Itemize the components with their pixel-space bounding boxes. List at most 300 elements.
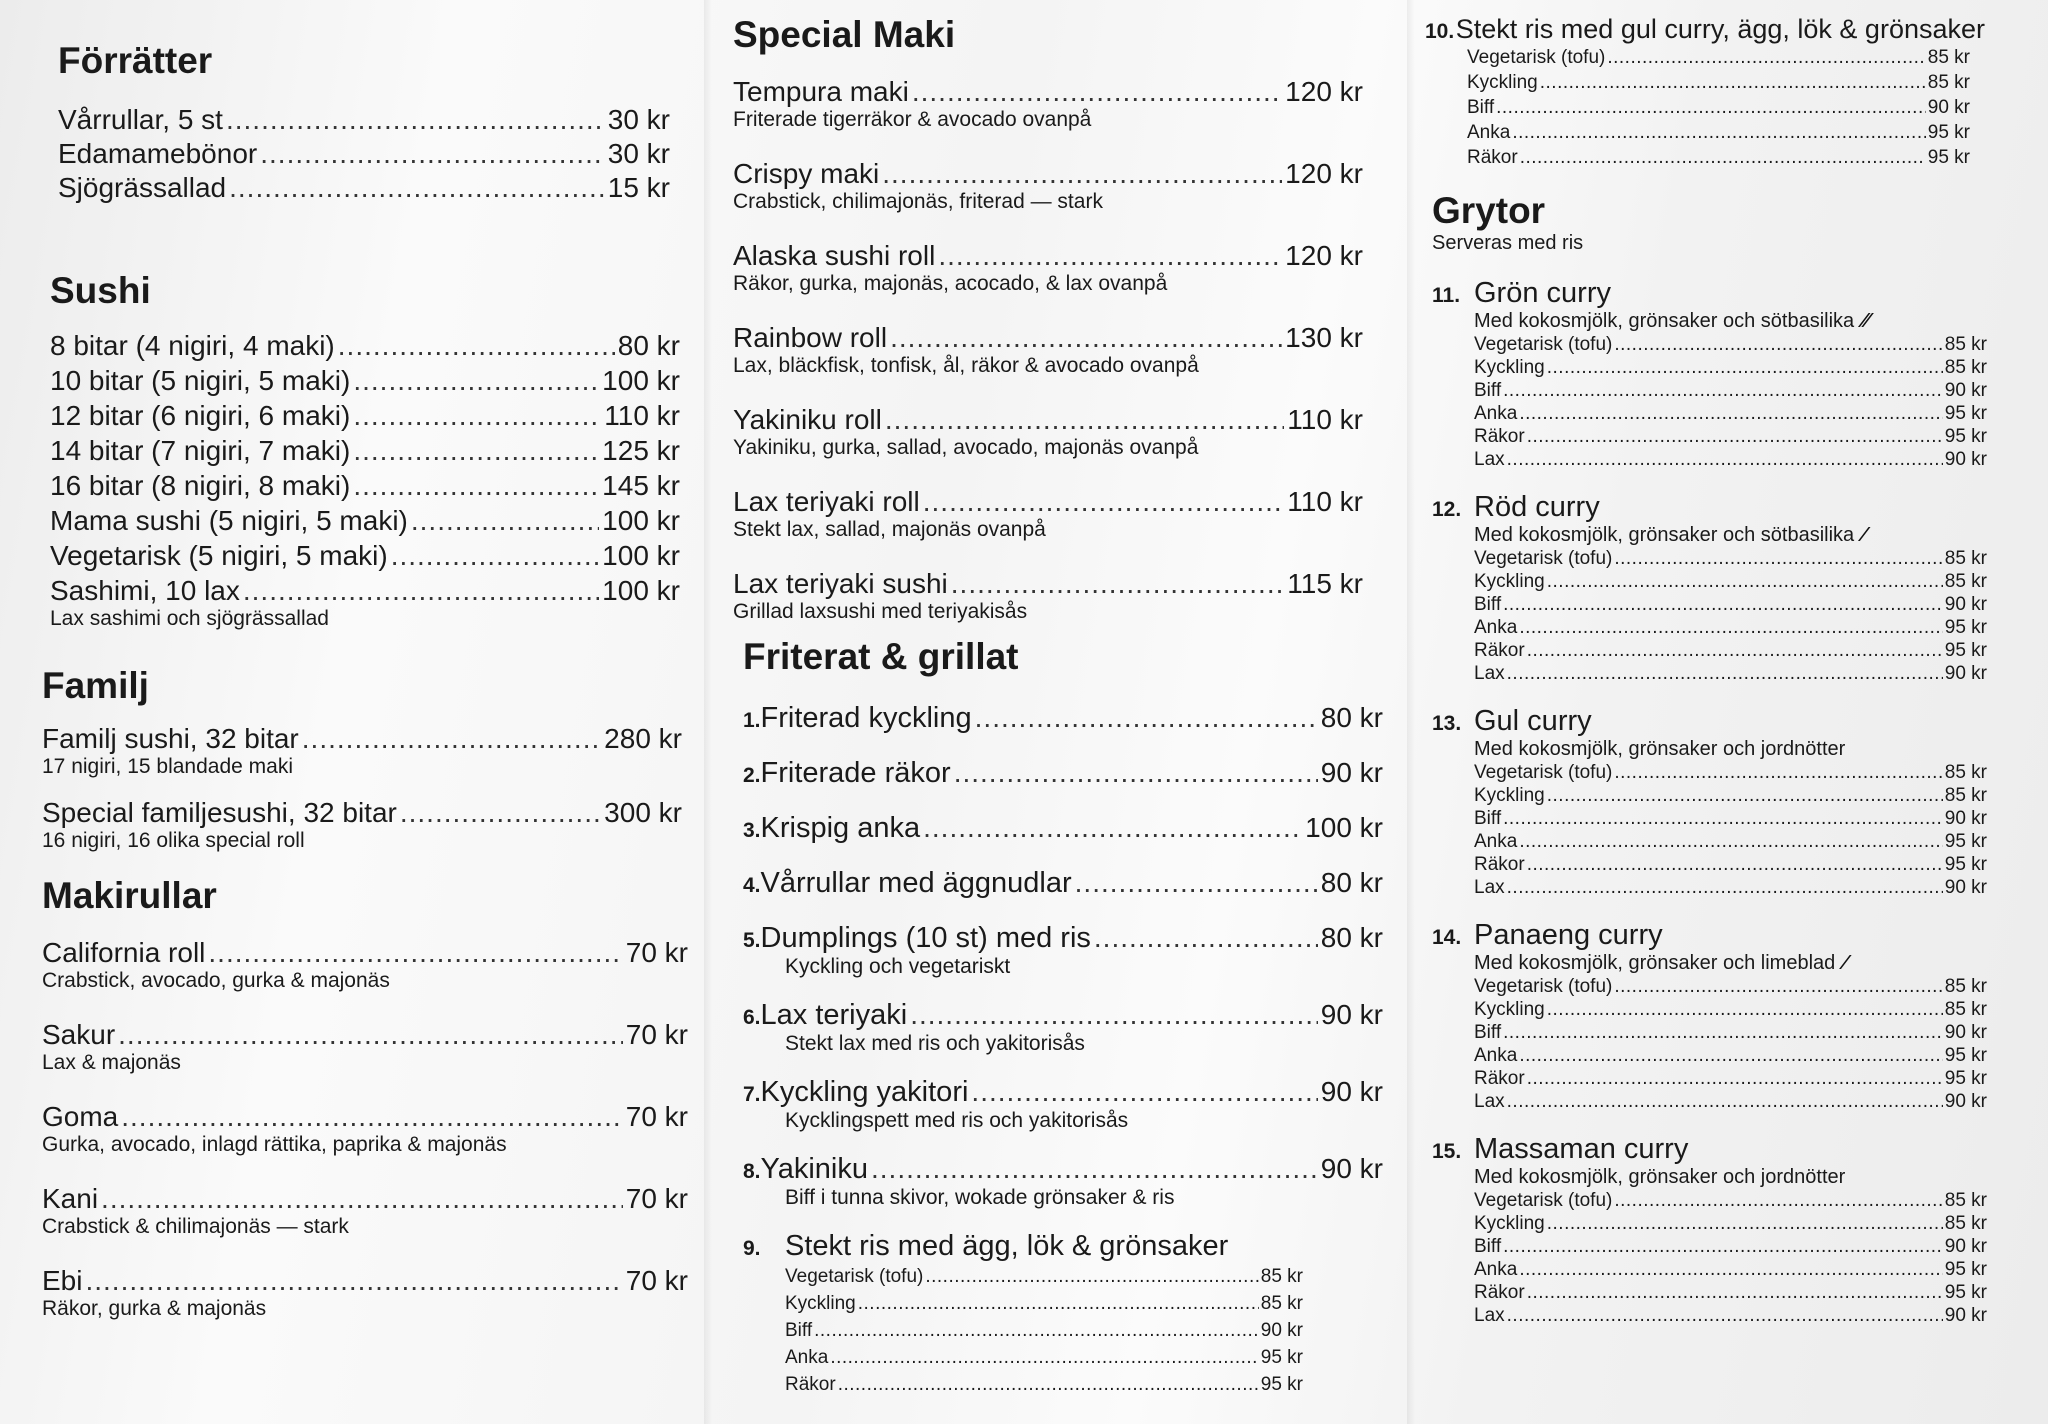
item-description: Friterade tigerräkor & avocado ovanpå <box>733 108 1092 131</box>
dot-leader <box>1512 120 1925 145</box>
item-price: 70 kr <box>625 1265 688 1296</box>
option-price: 85 kr <box>1944 548 1987 569</box>
dot-leader <box>1507 448 1943 471</box>
option-price: 85 kr <box>1260 1293 1303 1314</box>
dot-leader <box>1547 784 1943 807</box>
dot-leader <box>858 1290 1259 1317</box>
dot-leader <box>1614 1189 1942 1212</box>
dot-leader <box>1519 616 1942 639</box>
menu-item-row <box>50 575 680 607</box>
dot-leader <box>1527 425 1943 448</box>
item-name: California roll <box>42 937 206 968</box>
menu-item-9 <box>743 1230 1383 1398</box>
menu-item-row <box>733 240 1363 272</box>
item-number: 15. <box>1432 1140 1462 1163</box>
item-name: Stekt ris med ägg, lök & grönsaker <box>785 1230 1229 1262</box>
option-name: Räkor <box>1474 854 1525 875</box>
dot-leader <box>353 365 599 397</box>
item-description: Crabstick, chilimajonäs, friterad — stark <box>733 190 1103 213</box>
option-list <box>1432 761 1987 899</box>
item-description: Crabstick & chilimajonäs — stark <box>42 1215 349 1238</box>
item-price: 30 kr <box>607 104 670 135</box>
item-name: Friterade räkor <box>760 757 951 789</box>
menu-item-row <box>743 922 1383 955</box>
menu-item <box>50 575 680 631</box>
item-number: 10. <box>1425 20 1455 43</box>
item-name: Gul curry <box>1474 705 1592 737</box>
dot-leader <box>229 172 605 204</box>
option-price: 85 kr <box>1944 1213 1987 1234</box>
menu-item <box>42 1019 688 1075</box>
item-price: 120 kr <box>1285 76 1363 107</box>
item-description-text: Med kokosmjölk, grönsaker och sötbasilika <box>1474 524 1855 546</box>
option-name: Kyckling <box>1474 571 1545 592</box>
option-name: Lax <box>1474 1305 1505 1326</box>
dot-leader <box>1503 593 1943 616</box>
item-number: 6. <box>743 1006 761 1029</box>
option-name: Kyckling <box>1474 785 1545 806</box>
item-name: Vårrullar med äggnudlar <box>760 867 1072 899</box>
menu-item-10 <box>1425 14 1985 170</box>
section-title: Special Maki <box>733 14 956 55</box>
dot-leader <box>1527 1067 1943 1090</box>
menu-item <box>50 435 680 467</box>
dot-leader <box>882 158 1282 190</box>
option-price: 90 kr <box>1927 97 1970 118</box>
section-title: Förrätter <box>58 40 213 81</box>
dot-leader <box>1503 379 1943 402</box>
item-description: Räkor, gurka & majonäs <box>42 1297 267 1320</box>
item-price: 120 kr <box>1285 158 1363 189</box>
dot-leader <box>1075 867 1318 899</box>
option-name: Biff <box>1467 97 1495 118</box>
item-name: Vårrullar, 5 st <box>58 104 223 135</box>
dot-leader <box>226 104 605 136</box>
option-row <box>1432 379 1987 402</box>
option-row <box>1432 876 1987 899</box>
menu-item-row <box>42 1183 688 1215</box>
item-price: 100 kr <box>602 575 680 606</box>
section-grytor <box>1432 190 2012 1347</box>
option-row <box>743 1317 1303 1344</box>
item-price: 70 kr <box>625 1183 688 1214</box>
dot-leader <box>260 138 605 170</box>
dot-leader <box>923 812 1302 844</box>
menu-item <box>42 723 682 779</box>
option-name: Räkor <box>1474 1282 1525 1303</box>
dot-leader <box>814 1317 1259 1344</box>
dot-leader <box>1614 761 1942 784</box>
item-price: 80 kr <box>1320 867 1383 898</box>
menu-item <box>50 540 680 572</box>
option-row <box>1432 975 1987 998</box>
item-price: 90 kr <box>1320 1076 1383 1107</box>
option-list <box>743 1263 1303 1398</box>
item-name: Special familjesushi, 32 bitar <box>42 797 397 828</box>
dot-leader <box>1527 1281 1943 1304</box>
menu-item-row <box>58 172 670 204</box>
item-number: 12. <box>1432 498 1462 521</box>
dot-leader <box>1547 1212 1943 1235</box>
curry-item <box>1432 277 2012 471</box>
item-description-text: Med kokosmjölk, grönsaker och sötbasilika <box>1474 310 1855 332</box>
item-name: Dumplings (10 st) med ris <box>760 922 1091 954</box>
menu-item <box>743 867 1383 900</box>
item-price: 110 kr <box>1287 486 1363 517</box>
dot-leader <box>1547 998 1943 1021</box>
option-price: 95 kr <box>1927 122 1970 143</box>
menu-item-row <box>42 1265 688 1297</box>
option-name: Vegetarisk (tofu) <box>1467 47 1606 68</box>
option-row <box>1432 761 1987 784</box>
dot-leader <box>1614 333 1942 356</box>
option-row <box>1432 1258 1987 1281</box>
dot-leader <box>975 702 1318 734</box>
menu-item-row <box>743 812 1383 845</box>
menu-item <box>58 104 670 136</box>
menu-item <box>743 999 1383 1056</box>
menu-item <box>733 404 1363 460</box>
option-name: Biff <box>1474 808 1502 829</box>
option-row <box>743 1344 1303 1371</box>
option-price: 90 kr <box>1944 594 1987 615</box>
menu-item-row <box>733 76 1363 108</box>
option-name: Kyckling <box>1474 357 1545 378</box>
section-title: Sushi <box>50 270 151 311</box>
item-price: 30 kr <box>607 138 670 169</box>
dot-leader <box>938 240 1282 272</box>
option-name: Anka <box>1474 1045 1518 1066</box>
menu-item <box>743 1076 1383 1133</box>
menu-item-row <box>733 404 1363 436</box>
section-sushi <box>50 270 680 634</box>
menu-item <box>42 1183 688 1239</box>
item-price: 70 kr <box>625 937 688 968</box>
item-price: 90 kr <box>1320 1153 1383 1184</box>
item-description: Stekt lax, sallad, majonäs ovanpå <box>733 518 1046 541</box>
option-price: 95 kr <box>1944 831 1987 852</box>
menu-item-row <box>1425 14 1985 45</box>
menu-item-row <box>42 723 682 755</box>
option-price: 90 kr <box>1260 1320 1303 1341</box>
item-price: 80 kr <box>1320 702 1383 733</box>
option-row <box>1432 1044 1987 1067</box>
dot-leader <box>1527 639 1943 662</box>
option-price: 85 kr <box>1944 976 1987 997</box>
option-row <box>1432 1281 1987 1304</box>
option-name: Kyckling <box>785 1293 856 1314</box>
option-name: Biff <box>1474 1022 1502 1043</box>
option-list <box>1432 1189 1987 1327</box>
dot-leader <box>302 723 601 755</box>
option-name: Biff <box>1474 1236 1502 1257</box>
option-name: Biff <box>1474 380 1502 401</box>
item-price: 110 kr <box>604 400 680 431</box>
menu-item <box>743 812 1383 845</box>
menu-item-row <box>743 1230 1383 1263</box>
item-price: 80 kr <box>1320 922 1383 953</box>
item-name: Krispig anka <box>760 812 921 844</box>
dot-leader <box>118 1019 623 1051</box>
option-name: Räkor <box>1467 147 1518 168</box>
option-row <box>1432 853 1987 876</box>
dot-leader <box>353 470 599 502</box>
option-price: 95 kr <box>1944 1259 1987 1280</box>
option-name: Lax <box>1474 663 1505 684</box>
option-price: 90 kr <box>1944 1022 1987 1043</box>
menu-item-row <box>58 104 670 136</box>
menu-item <box>743 1153 1383 1210</box>
item-description: Lax, bläckfisk, tonfisk, ål, räkor & avocado ovanpå <box>733 354 1199 377</box>
menu-item-row <box>743 1153 1383 1186</box>
dot-leader <box>411 505 599 537</box>
item-name: Mama sushi (5 nigiri, 5 maki) <box>50 505 408 536</box>
option-row <box>1432 1304 1987 1327</box>
item-number: 14. <box>1432 926 1462 949</box>
option-price: 95 kr <box>1944 1045 1987 1066</box>
menu-item-row <box>42 1101 688 1133</box>
item-price: 15 kr <box>607 172 670 203</box>
option-name: Vegetarisk (tofu) <box>1474 548 1613 569</box>
menu-item <box>733 568 1363 624</box>
menu-item-row <box>733 322 1363 354</box>
menu-item <box>50 470 680 502</box>
option-row <box>1432 784 1987 807</box>
item-number: 5. <box>743 929 761 952</box>
item-name: Edamamebönor <box>58 138 258 169</box>
section-title: Familj <box>42 665 149 706</box>
option-price: 95 kr <box>1944 1282 1987 1303</box>
menu-item-row <box>50 365 680 397</box>
menu-item-row <box>743 757 1383 790</box>
option-row <box>1432 448 1987 471</box>
item-name: Röd curry <box>1474 491 1600 523</box>
dot-leader <box>1540 70 1926 95</box>
item-name: Grön curry <box>1474 277 1611 309</box>
menu-item-row <box>733 568 1363 600</box>
option-name: Kyckling <box>1467 72 1538 93</box>
section-title: Makirullar <box>42 875 217 916</box>
dot-leader <box>838 1371 1259 1398</box>
dot-leader <box>1094 922 1318 954</box>
option-price: 85 kr <box>1944 1190 1987 1211</box>
menu-item <box>733 240 1363 296</box>
option-row <box>1425 70 1970 95</box>
item-description: Crabstick, avocado, gurka & majonäs <box>42 969 390 992</box>
item-price: 300 kr <box>604 797 682 828</box>
option-price: 90 kr <box>1944 380 1987 401</box>
item-name: Vegetarisk (5 nigiri, 5 maki) <box>50 540 388 571</box>
menu-item <box>50 505 680 537</box>
page-fold <box>1407 0 1417 1424</box>
item-number: 4. <box>743 874 761 897</box>
menu-item-row <box>50 400 680 432</box>
option-name: Anka <box>1474 617 1518 638</box>
item-name: Lax teriyaki sushi <box>733 568 948 599</box>
item-price: 100 kr <box>602 505 680 536</box>
option-row <box>1432 998 1987 1021</box>
option-price: 85 kr <box>1927 72 1970 93</box>
option-row <box>1432 830 1987 853</box>
menu-item-row <box>42 937 688 969</box>
item-number: 11. <box>1432 284 1461 307</box>
menu-item <box>50 400 680 432</box>
item-name: 14 bitar (7 nigiri, 7 maki) <box>50 435 351 466</box>
section-friterat <box>743 636 1383 1398</box>
item-name: Ebi <box>42 1265 83 1296</box>
option-name: Biff <box>785 1320 813 1341</box>
option-price: 90 kr <box>1944 1236 1987 1257</box>
menu-item <box>58 138 670 170</box>
item-price: 90 kr <box>1320 757 1383 788</box>
option-row <box>1432 547 1987 570</box>
dot-leader <box>1614 975 1942 998</box>
item-name: Yakiniku roll <box>733 404 882 435</box>
menu-item-row <box>743 999 1383 1032</box>
item-description <box>1432 524 2012 547</box>
item-number: 13. <box>1432 712 1462 735</box>
option-price: 90 kr <box>1944 449 1987 470</box>
option-row <box>1432 1090 1987 1113</box>
item-name: Stekt ris med gul curry, ägg, lök & grönsaker <box>1455 14 1985 44</box>
option-row <box>1432 356 1987 379</box>
dot-leader <box>101 1183 623 1215</box>
option-price: 95 kr <box>1944 640 1987 661</box>
option-name: Vegetarisk (tofu) <box>1474 762 1613 783</box>
option-price: 85 kr <box>1944 357 1987 378</box>
option-name: Vegetarisk (tofu) <box>1474 976 1613 997</box>
option-list <box>1432 975 1987 1113</box>
dot-leader <box>1503 807 1943 830</box>
menu-item-row <box>733 486 1363 518</box>
option-price: 95 kr <box>1944 854 1987 875</box>
option-price: 95 kr <box>1927 147 1970 168</box>
dot-leader <box>85 1265 622 1297</box>
option-row <box>1432 807 1987 830</box>
item-name: Massaman curry <box>1474 1133 1689 1165</box>
item-name: Familj sushi, 32 bitar <box>42 723 299 754</box>
menu-item-row <box>743 702 1383 735</box>
option-name: Lax <box>1474 449 1505 470</box>
item-name: 16 bitar (8 nigiri, 8 maki) <box>50 470 351 501</box>
option-name: Räkor <box>785 1374 836 1395</box>
option-name: Anka <box>785 1347 829 1368</box>
option-price: 85 kr <box>1944 571 1987 592</box>
section-forratter <box>58 40 670 206</box>
option-price: 90 kr <box>1944 877 1987 898</box>
option-name: Lax <box>1474 1091 1505 1112</box>
option-price: 90 kr <box>1944 663 1987 684</box>
menu-item <box>50 365 680 397</box>
dot-leader <box>1607 45 1925 70</box>
item-description: Gurka, avocado, inlagd rättika, paprika & majonäs <box>42 1133 507 1156</box>
item-price: 90 kr <box>1320 999 1383 1030</box>
item-description-text: Med kokosmjölk, grönsaker och limeblad <box>1474 952 1836 974</box>
option-name: Kyckling <box>1474 999 1545 1020</box>
dot-leader <box>208 937 622 969</box>
option-row <box>1432 1067 1987 1090</box>
option-row <box>1425 45 1970 70</box>
option-name: Vegetarisk (tofu) <box>1474 334 1613 355</box>
option-row <box>743 1263 1303 1290</box>
item-name: Friterad kyckling <box>760 702 972 734</box>
option-price: 90 kr <box>1944 1305 1987 1326</box>
option-price: 85 kr <box>1944 999 1987 1020</box>
item-name: Lax teriyaki roll <box>733 486 920 517</box>
item-number: 8. <box>743 1160 761 1183</box>
option-row <box>1432 402 1987 425</box>
dot-leader <box>925 1263 1258 1290</box>
menu-item <box>42 797 682 853</box>
curry-item <box>1432 919 2012 1113</box>
item-name: Kani <box>42 1183 99 1214</box>
menu-item <box>42 937 688 993</box>
dot-leader <box>1519 1044 1942 1067</box>
menu-item <box>743 757 1383 790</box>
menu-item-row <box>1432 1133 2012 1166</box>
section-familj <box>42 665 682 871</box>
item-name: Crispy maki <box>733 158 880 189</box>
option-price: 95 kr <box>1260 1374 1303 1395</box>
dot-leader <box>1614 547 1942 570</box>
dot-leader <box>1507 876 1943 899</box>
option-price: 90 kr <box>1944 1091 1987 1112</box>
option-price: 85 kr <box>1944 334 1987 355</box>
option-row <box>1432 1235 1987 1258</box>
item-price: 100 kr <box>602 540 680 571</box>
section-title: Friterat & grillat <box>743 636 1019 677</box>
item-description: 17 nigiri, 15 blandade maki <box>42 755 293 778</box>
option-row <box>1432 1021 1987 1044</box>
menu-item <box>733 486 1363 542</box>
item-description: Kycklingspett med ris och yakitorisås <box>785 1109 1129 1132</box>
menu-item-row <box>743 867 1383 900</box>
option-row <box>1432 639 1987 662</box>
menu-item-row <box>50 435 680 467</box>
item-price: 110 kr <box>1287 404 1363 435</box>
dot-leader <box>400 797 601 829</box>
dot-leader <box>338 330 615 362</box>
option-list <box>1425 45 1970 170</box>
dot-leader <box>1547 570 1943 593</box>
item-price: 130 kr <box>1285 322 1363 353</box>
item-name: Kyckling yakitori <box>760 1076 969 1108</box>
item-price: 120 kr <box>1285 240 1363 271</box>
option-row <box>743 1371 1303 1398</box>
item-price: 145 kr <box>602 470 680 501</box>
option-price: 85 kr <box>1927 47 1970 68</box>
dot-leader <box>1519 402 1942 425</box>
dot-leader <box>1503 1021 1943 1044</box>
menu-item <box>58 172 670 204</box>
item-name: Rainbow roll <box>733 322 888 353</box>
option-name: Vegetarisk (tofu) <box>785 1266 924 1287</box>
item-name: Goma <box>42 1101 119 1132</box>
item-description: Biff i tunna skivor, wokade grönsaker & ris <box>785 1186 1175 1209</box>
option-price: 85 kr <box>1944 762 1987 783</box>
menu-item-row <box>58 138 670 170</box>
option-name: Räkor <box>1474 640 1525 661</box>
option-name: Räkor <box>1474 1068 1525 1089</box>
option-row <box>1432 593 1987 616</box>
dot-leader <box>912 76 1282 108</box>
menu-item <box>733 322 1363 378</box>
item-number: 3. <box>743 819 761 842</box>
option-row <box>1425 120 1970 145</box>
option-name: Anka <box>1467 122 1511 143</box>
curry-item <box>1432 705 2012 899</box>
item-description: Kyckling och vegetariskt <box>785 955 1011 978</box>
